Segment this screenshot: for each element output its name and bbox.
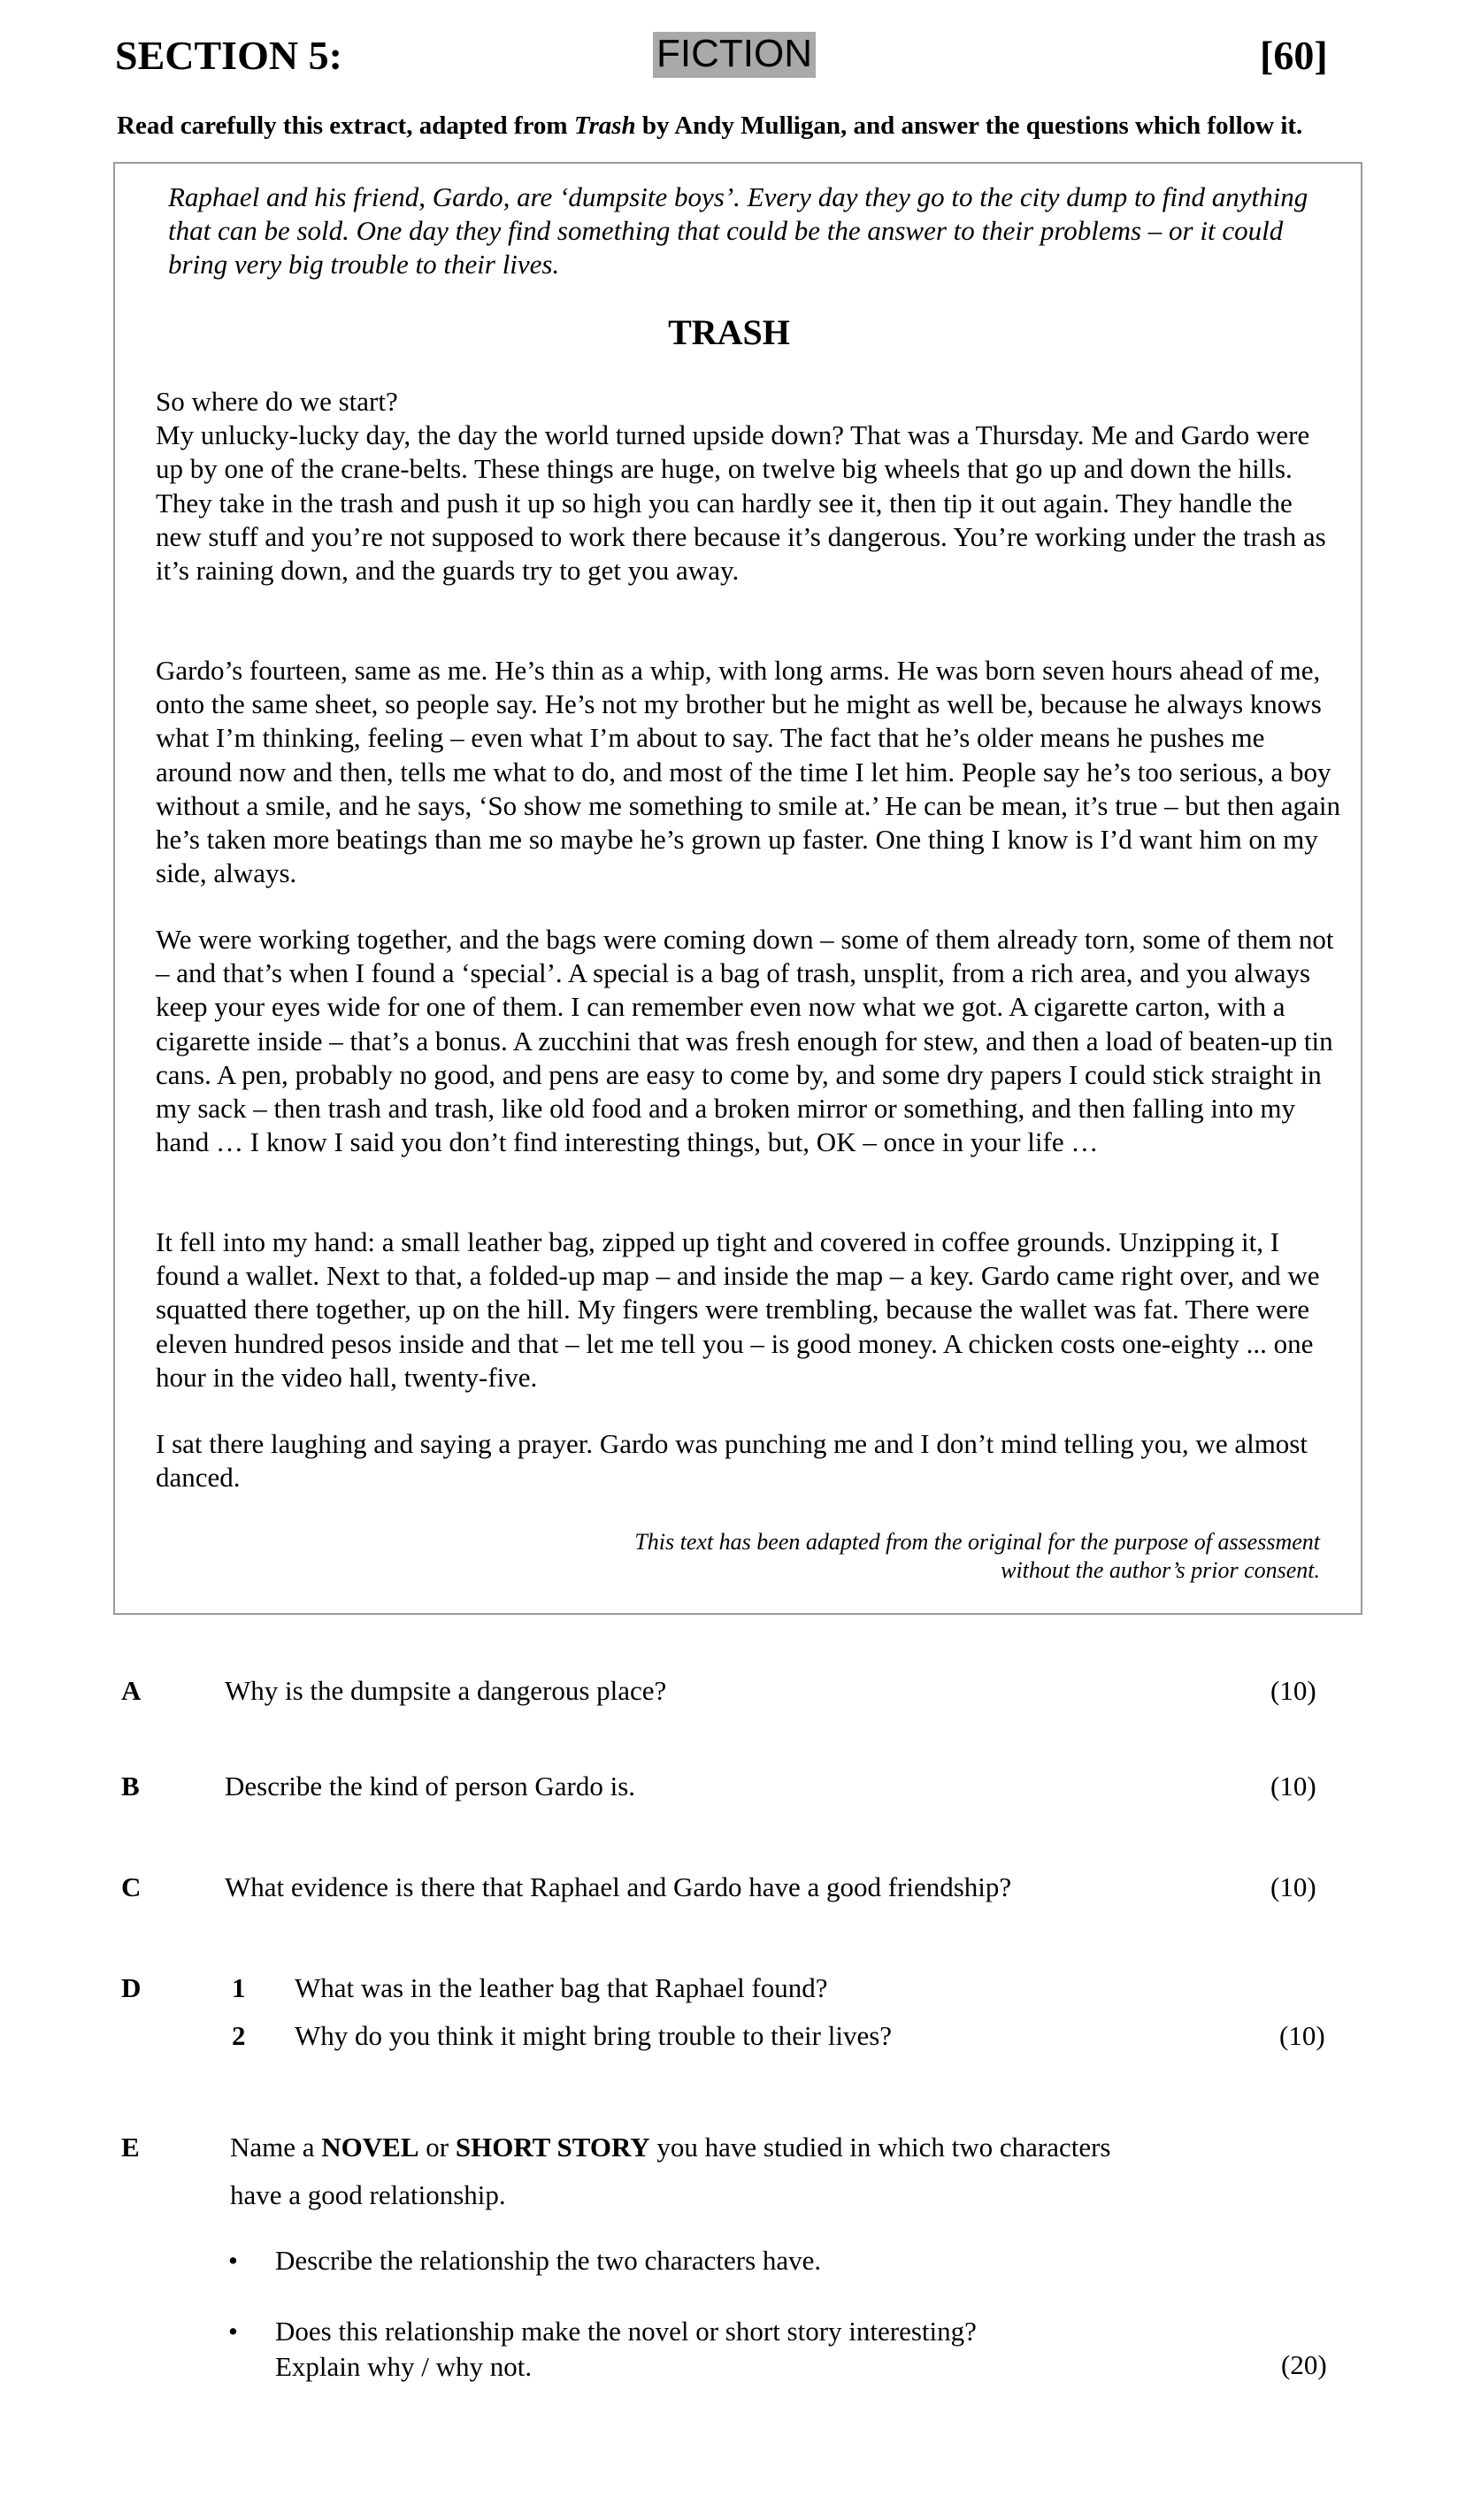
question-e-text-line2: have a good relationship.: [230, 2179, 506, 2210]
passage-intro: Raphael and his friend, Gardo, are ‘dumpsite boys’. Every day they go to the city dump to find anything that can be sold. One day they find something that could be the answer to their problems – or it could bring very big trouble to their lives.: [168, 181, 1308, 280]
disclaimer-line: This text has been adapted from the original for the purpose of assessment: [634, 1529, 1320, 1555]
question-a-text: Why is the dumpsite a dangerous place?: [225, 1675, 667, 1706]
question-e-bullet-1: Describe the relationship the two characters have.: [275, 2245, 822, 2276]
section-label: SECTION 5:: [115, 33, 342, 78]
question-e-text-part: or: [418, 2132, 456, 2163]
question-d2-text: Why do you think it might bring trouble to their lives?: [295, 2020, 893, 2051]
novel-emphasis: NOVEL: [321, 2132, 419, 2163]
question-d1-number: 1: [232, 1972, 246, 2003]
story-title: TRASH: [668, 312, 790, 352]
question-c-letter: C: [121, 1871, 142, 1902]
passage-paragraph: We were working together, and the bags were coming down – some of them already torn, some of them not – and that’s when I found a ‘special’. A special is a bag of trash, unsplit, from a rich area, and you always keep your eyes wide for one of them. I can remember even now what we got. A cigarette carton, with a cigarette inside – that’s a bonus. A zucchini that was fresh enough for stew, and then a load of beaten-up tin cans. A pen, probably no good, and pens are easy to come by, and some dry papers I could stick straight in my sack – then trash and trash, like old food and a broken mirror or something, and then falling into my hand … I know I said you don’t find interesting things, but, OK – once in your life …: [156, 924, 1334, 1158]
question-d-marks: (10): [1279, 2020, 1325, 2051]
bullet-icon: •: [228, 2245, 238, 2276]
question-e-marks: (20): [1281, 2349, 1327, 2380]
book-title: Trash: [573, 111, 636, 140]
bullet-icon: •: [228, 2316, 238, 2347]
short-story-emphasis: SHORT STORY: [455, 2132, 650, 2163]
passage-paragraph: It fell into my hand: a small leather bag, zipped up tight and covered in coffee grounds. Unzipping it, I found a wallet. Next to that, a folded-up map – and inside the map – a key. Gardo came right over, and we squatted there together, up on the hill. My fingers were trembling, because the wallet was fat. There were eleven hundred pesos inside and that – let me tell you – is good money. A chicken costs one-eighty ... one hour in the video hall, twenty-five.: [156, 1226, 1320, 1393]
question-e-bullet-2: [275, 2314, 977, 2385]
question-a-letter: A: [121, 1675, 142, 1706]
reading-instruction: [117, 111, 1302, 141]
instruction-start: Read carefully this extract, adapted from: [117, 111, 574, 140]
question-d1-text: What was in the leather bag that Raphael found?: [295, 1972, 828, 2003]
passage-paragraph: Gardo’s fourteen, same as me. He’s thin as a whip, with long arms. He was born seven hours ahead of me, onto the same sheet, so people say. He’s not my brother but he might as well be, because he always knows what I’m thinking, feeling – even what I’m about to say. The fact that he’s older means he pushes me around now and then, tells me what to do, and most of the time I let him. People say he’s too serious, a boy without a smile, and he says, ‘So show me something to smile at.’ He can be mean, it’s true – but then again he’s taken more beatings than me so maybe he’s grown up faster. One thing I know is I’d want him on my side, always.: [156, 655, 1341, 889]
adaptation-disclaimer: [531, 1528, 1320, 1585]
question-e-text-part: Name a: [230, 2132, 322, 2163]
question-b-letter: B: [121, 1771, 140, 1802]
question-e-text: [230, 2132, 1110, 2163]
passage-paragraph: I sat there laughing and saying a prayer. Gardo was punching me and I don’t mind telling you, we almost danced.: [156, 1428, 1308, 1494]
question-b-text: Describe the kind of person Gardo is.: [225, 1771, 636, 1802]
question-e-text-part: you have studied in which two characters: [649, 2132, 1111, 2163]
section-title-highlighted: FICTION: [653, 32, 816, 78]
question-d-letter: D: [121, 1972, 142, 2003]
question-e-letter: E: [121, 2132, 140, 2163]
question-e-bullet-2-line: Explain why / why not.: [275, 2351, 533, 2382]
instruction-end: by Andy Mulligan, and answer the questions which follow it.: [635, 111, 1303, 140]
question-c-marks: (10): [1270, 1871, 1316, 1902]
disclaimer-line: without the author’s prior consent.: [1001, 1557, 1320, 1583]
question-b-marks: (10): [1270, 1771, 1316, 1802]
total-marks: [60]: [1260, 33, 1328, 78]
passage-paragraph: So where do we start? My unlucky-lucky day, the day the world turned upside down? That was a Thursday. Me and Gardo were up by one of the crane-belts. These things are huge, on twelve big wheels that go up and down the hills. They take in the trash and push it up so high you can hardly see it, then tip it out again. They handle the new stuff and you’re not supposed to work there because it’s dangerous. You’re working under the trash as it’s raining down, and the guards try to get you away.: [156, 386, 1326, 587]
question-a-marks: (10): [1270, 1675, 1316, 1706]
question-d2-number: 2: [232, 2020, 246, 2051]
question-c-text: What evidence is there that Raphael and Gardo have a good friendship?: [225, 1871, 1012, 1902]
question-e-bullet-2-line: Does this relationship make the novel or short story interesting?: [275, 2316, 977, 2347]
